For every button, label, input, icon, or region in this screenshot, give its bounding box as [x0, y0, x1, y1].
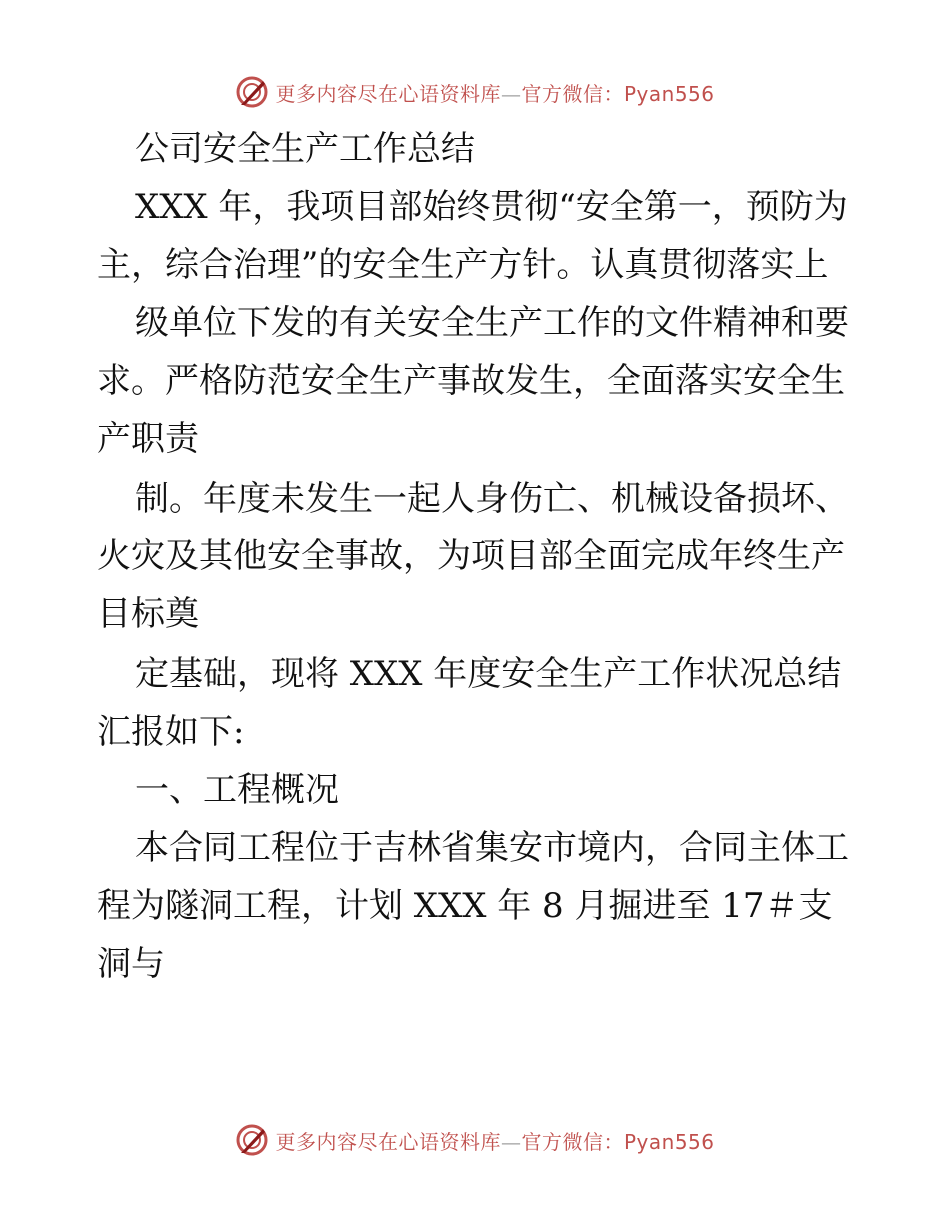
banner-wechat-id: Pyan556	[623, 81, 715, 106]
quill-logo-icon	[235, 1123, 269, 1157]
paragraph-line: 定基础，现将 XXX 年度安全生产工作状况总结	[135, 654, 842, 694]
paragraph-line: 产职责	[97, 419, 199, 459]
paragraph-line: 洞与	[97, 944, 165, 984]
banner-dash: —	[500, 1129, 522, 1154]
banner-wechat-id: Pyan556	[623, 1129, 715, 1154]
paragraph-line: 本合同工程位于吉林省集安市境内，合同主体工	[135, 828, 849, 868]
paragraph-line: 火灾及其他安全事故，为项目部全面完成年终生产	[97, 536, 845, 576]
banner-label: 官方微信：	[521, 81, 624, 106]
banner-group	[235, 1123, 714, 1157]
banner-text	[275, 1126, 714, 1155]
paragraph-line: 制。年度未发生一起人身伤亡、机械设备损坏、	[135, 479, 849, 519]
banner-label: 官方微信：	[521, 1129, 624, 1154]
section-heading: 一、工程概况	[135, 770, 339, 810]
paragraph-line: XXX 年，我项目部始终贯彻“安全第一，预防为	[135, 187, 848, 227]
paragraph-line: 主，综合治理”的安全生产方针。认真贯彻落实上	[97, 245, 829, 285]
document-title: 公司安全生产工作总结	[135, 129, 475, 169]
paragraph-line: 程为隧洞工程，计划 XXX 年 8 月掘进至 17＃支	[97, 886, 833, 926]
paragraph-line: 级单位下发的有关安全生产工作的文件精神和要	[135, 303, 849, 343]
quill-logo-icon	[235, 75, 269, 109]
banner-main: 更多内容尽在心语资料库	[275, 81, 501, 106]
banner-text	[275, 78, 714, 107]
header-banner	[0, 72, 950, 112]
paragraph-line: 求。严格防范安全生产事故发生，全面落实安全生	[97, 361, 845, 401]
banner-dash: —	[500, 81, 522, 106]
banner-group	[235, 75, 714, 109]
banner-main: 更多内容尽在心语资料库	[275, 1129, 501, 1154]
footer-banner	[0, 1120, 950, 1160]
paragraph-line: 汇报如下:	[97, 712, 245, 752]
paragraph-line: 目标奠	[97, 594, 199, 634]
